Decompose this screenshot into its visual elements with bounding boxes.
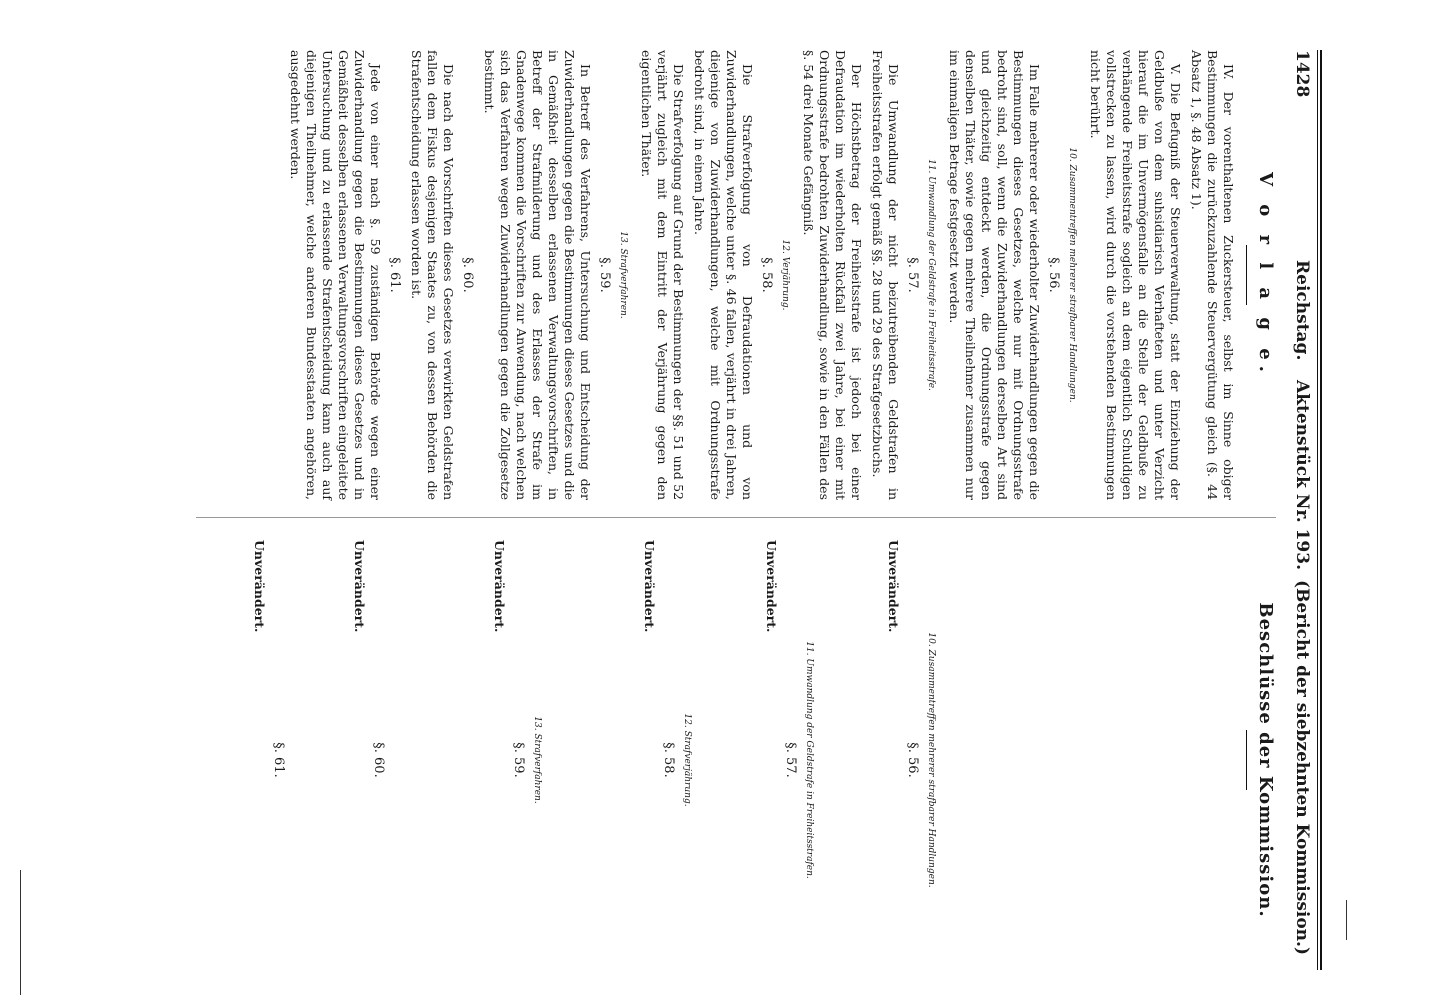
section-59-text: In Betreff des Verfahrens, Untersuchung und Entscheidung der Zuwiderhandlungen gegen die Bestimmungen dieses Gesetzes und die in Gemäßheit desselben erlassenen Verwaltungsvorschriften, in Betreff der Strafmilderung und des Erlasses der Strafe im Gnadenwege kommen die Vorschriften zur Anwendung, nach welchen sich das Verfahren wegen Zuwiderhandlungen gegen die Zollgesetze bestimmt.	[482, 50, 593, 500]
section-56-text: Im Falle mehrerer oder wiederholter Zuwiderhandlungen gegen die Bestimmungen dieses Gesetzes, welche nur mit Ordnungsstrafe bedroht sind, soll, wenn die Zuwiderhandlungen derselben Art sind und gleichzeitig entdeckt werden, die Ordnungsstrafe gegen denselben Thäter, sowie gegen mehrere Theilnehmer zusammen nur im einmaligen Betrage festgesetzt werden.	[947, 50, 1042, 500]
header-rule	[1320, 50, 1322, 970]
paragraph-v: V. Die Befugniß der Steuerverwaltung, statt der Einziehung der Geldbuße von dem suhsidiarisch Verhafteten und unter Verzicht hierauf die im Unvermögensfalle an die Stelle der Geldbuße zu verhängende Freiheitsstrafe sogleich an dem eigentlich Schuldigen vollstrecken zu lassen, wird durch die vorstehenden Bestimmungen nicht berührt.	[1088, 50, 1183, 500]
section-58-text-1: Die Strafverfolgung von Defraudationen und von Zuwiderhandlungen, welche unter §. 46 fallen, verjährt in drei Jahren, diejenige von Zuwiderhandlungen, welche mit Ordnungsstrafe bedroht sind, in einem Jahre.	[692, 50, 755, 500]
section-mark-57: §. 57.	[783, 742, 798, 778]
paragraph-iv: IV. Der vorenthaltenen Zuckersteuer, selbst im Sinne obiger Bestimmungen die zurückzuzahlende Steuervergütung gleich (§. 44 Absatz 1, §. 48 Absatz 1).	[1189, 50, 1236, 500]
scan-margin-line	[1346, 900, 1347, 940]
page-number: 1428	[1292, 50, 1312, 98]
section-58-text-2: Die Strafverfolgung auf Grund der Bestimmungen der §§. 51 und 52 verjährt zugleich mit dem Eintritt der Verjährung gegen den eigentlichen Thäter.	[639, 50, 686, 500]
digitization-footer	[0, 607, 1, 992]
column-divider	[196, 517, 1276, 518]
section-mark-58: §. 58.	[759, 257, 774, 293]
section-heading-11: 11. Umwandlung der Geldstrafe in Freiheitsstrafen.	[804, 641, 814, 879]
section-60-text: Die nach den Vorschriften dieses Gesetzes verwirkten Geldstrafen fallen dem Fiskus desjenigen Staates zu, von dessen Behörden die Strafentscheidung erlassen worden ist.	[409, 50, 456, 500]
header-rule-thin	[1317, 50, 1318, 970]
section-heading-13: 13. Strafverfahren.	[618, 231, 628, 319]
section-57-text-1: Die Umwandlung der nicht beizutreibenden Geldstrafen in Freiheitsstrafen erfolgt gemäß §§. 28 und 29 des Strafgesetzbuchs.	[870, 50, 901, 500]
section-heading-13: 13. Strafverfahren.	[532, 716, 542, 804]
publication-name: Reichstag.	[1292, 260, 1312, 361]
document-number: Aktenstück Nr. 193.	[1292, 380, 1312, 571]
section-mark-60: §. 60.	[371, 742, 386, 778]
section-mark-56: §. 56.	[1046, 257, 1061, 293]
section-heading-10: 10. Zusammentreffen mehrerer strafbarer Handlungen.	[1067, 147, 1077, 403]
title-rule	[1246, 730, 1247, 790]
right-column-beschluesse	[252, 540, 1276, 980]
unchanged-note: Unverändert.	[642, 540, 657, 633]
section-heading-12: 12. Strafverjährung.	[682, 713, 692, 807]
section-mark-56: §. 56.	[905, 742, 920, 778]
running-header	[1290, 50, 1312, 970]
section-heading-12: 12. Verjährung.	[780, 239, 790, 311]
title-rule	[1246, 245, 1247, 305]
scan-margin-line	[20, 870, 21, 995]
section-mark-59: §. 59.	[511, 742, 526, 778]
scanned-document-page	[100, 20, 1340, 1000]
section-mark-58: §. 58.	[661, 742, 676, 778]
section-mark-59: §. 59.	[597, 257, 612, 293]
unchanged-note: Unverändert.	[764, 540, 779, 633]
section-57-text-2: Der Höchstbetrag der Freiheitsstrafe ist jedoch bei einer Defraudation im wiederholten Rückfall zwei Jahre, bei einer mit Ordnungsstrafe bedrohten Zuwiderhandlung, sowie in den Fällen des §. 54 drei Monate Gefängniß.	[801, 50, 864, 500]
unchanged-note: Unverändert.	[352, 540, 367, 633]
section-heading-11: 11. Umwandlung der Geldstrafe in Freiheitsstrafe.	[926, 159, 936, 391]
section-mark-57: §. 57.	[905, 257, 920, 293]
column-title: V o r l a g e.	[1255, 172, 1276, 378]
unchanged-note: Unverändert.	[252, 540, 267, 633]
left-column-vorlage	[282, 50, 1276, 500]
section-61-text: Jede von einer nach §. 59 zuständigen Behörde wegen einer Zuwiderhandlung gegen die Bestimmungen dieses Gesetzes und in Gemäßheit desselben erlassenen Verwaltungsvorschriften eingeleitete Untersuchung und zu erlassende Strafentscheidung kann auch auf diejenigen Theilnehmer, welche anderen Bundesstaaten angehören, ausgedehnt werden.	[288, 50, 383, 500]
unchanged-note: Unverändert.	[886, 540, 901, 633]
section-heading-10: 10. Zusammentreffen mehrerer strafbarer Handlungen.	[926, 632, 936, 888]
section-mark-61: §. 61.	[271, 742, 286, 778]
section-mark-60: §. 60.	[460, 257, 475, 293]
unchanged-note: Unverändert.	[492, 540, 507, 633]
column-title: Beschlüsse der Kommission.	[1255, 602, 1276, 918]
report-title: (Bericht der siebzehnten Kommission.)	[1292, 580, 1312, 956]
section-mark-61: §. 61.	[387, 257, 402, 293]
